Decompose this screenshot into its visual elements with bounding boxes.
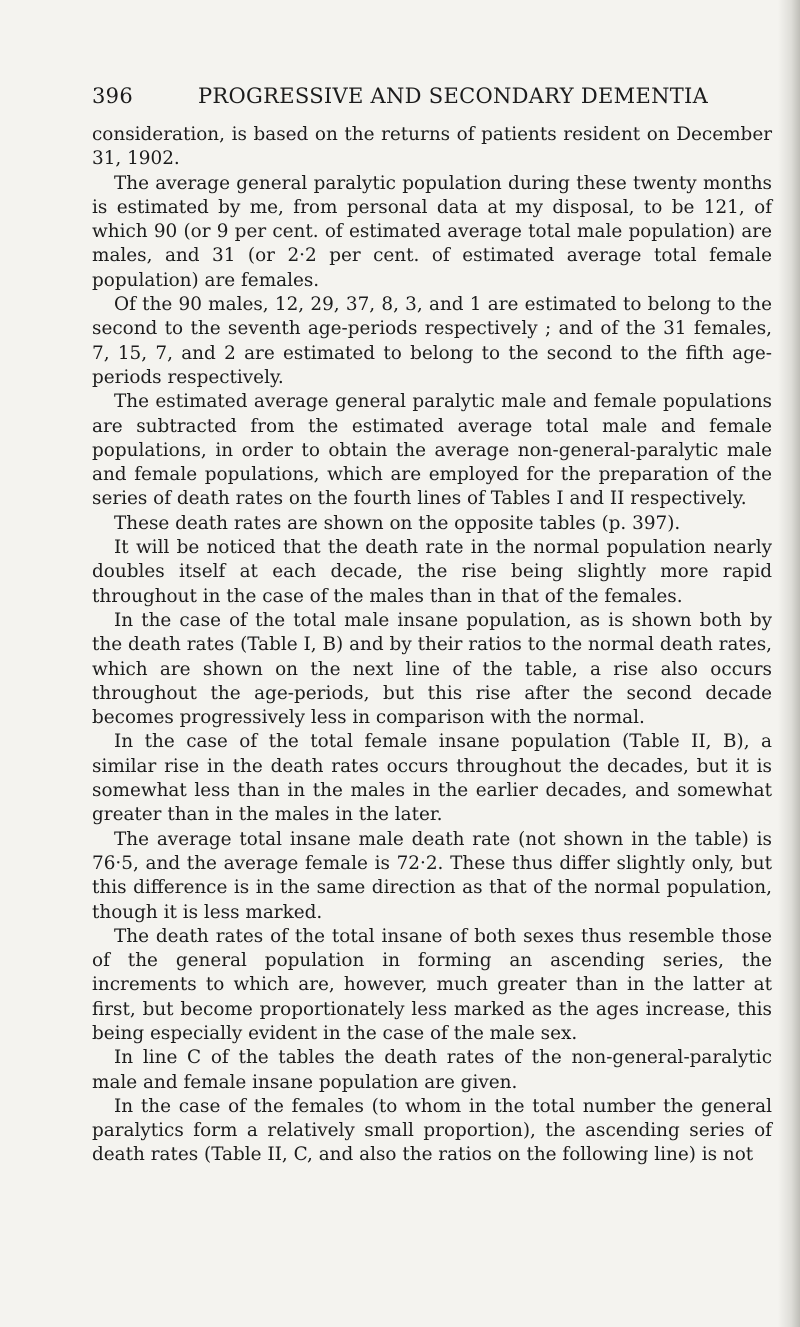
paragraph: In the case of the females (to whom in the total number the general paralytics form a relatively small proportion), the ascending series of death rates (Table II, C, and also the ratios on the following line) is not — [92, 1095, 772, 1166]
page-number: 396 — [92, 84, 133, 108]
paragraph: The average general paralytic population during these twenty months is estimated by me, from personal data at my disposal, to be 121, of which 90 (or 9 per cent. of estimated average total male population) are males, and 31 (or 2·2 per cent. of estimated average total female population) are females. — [92, 172, 772, 291]
running-header — [92, 84, 772, 114]
page-edge-shadow — [778, 0, 800, 1327]
paragraph: The average total insane male death rate (not shown in the table) is 76·5, and the average female is 72·2. These thus differ slightly only, but this difference is in the same direction as that of the normal population, though it is less marked. — [92, 828, 772, 923]
paragraph: The estimated average general paralytic male and female populations are subtracted from the estimated average total male and female populations, in order to obtain the average non-general-paralytic male and female populations, which are employed for the preparation of the series of death rates on the fourth lines of Tables I and II respectively. — [92, 391, 772, 510]
paragraph: It will be noticed that the death rate in the normal population nearly doubles itself at each decade, the rise being slightly more rapid throughout in the case of the males than in that of the females. — [92, 537, 772, 607]
paragraph: Of the 90 males, 12, 29, 37, 8, 3, and 1 are estimated to belong to the second to the seventh age-periods respectively ; and of the 31 females, 7, 15, 7, and 2 are estimated to belong to the second to the fifth age-periods respectively. — [92, 294, 772, 388]
paragraph: consideration, is based on the returns of patients resident on December 31, 1902. — [92, 124, 772, 170]
running-title: PROGRESSIVE AND SECONDARY DEMENTIA — [198, 84, 709, 108]
paragraph: These death rates are shown on the opposite tables (p. 397). — [114, 512, 681, 534]
paragraph: The death rates of the total insane of both sexes thus resemble those of the general population in forming an ascending series, the increments to which are, however, much greater than in the latter at first, but become proportionately less marked as the ages increase, this being especially evident in the case of the male sex. — [92, 925, 772, 1044]
body-text — [92, 123, 772, 1168]
paragraph: In line C of the tables the death rates of the non-general-paralytic male and female insane population are given. — [92, 1047, 772, 1093]
paragraph: In the case of the total male insane population, as is shown both by the death rates (Table I, B) and by their ratios to the normal death rates, which are shown on the next line of the table, a rise also occurs throughout the age-periods, but this rise after the second decade becomes progressively less in comparison with the normal. — [92, 609, 772, 729]
paragraph: In the case of the total female insane population (Table II, B), a similar rise in the death rates occurs throughout the decades, but it is somewhat less than in the males in the earlier decades, and somewhat greater than in the males in the later. — [92, 731, 772, 826]
